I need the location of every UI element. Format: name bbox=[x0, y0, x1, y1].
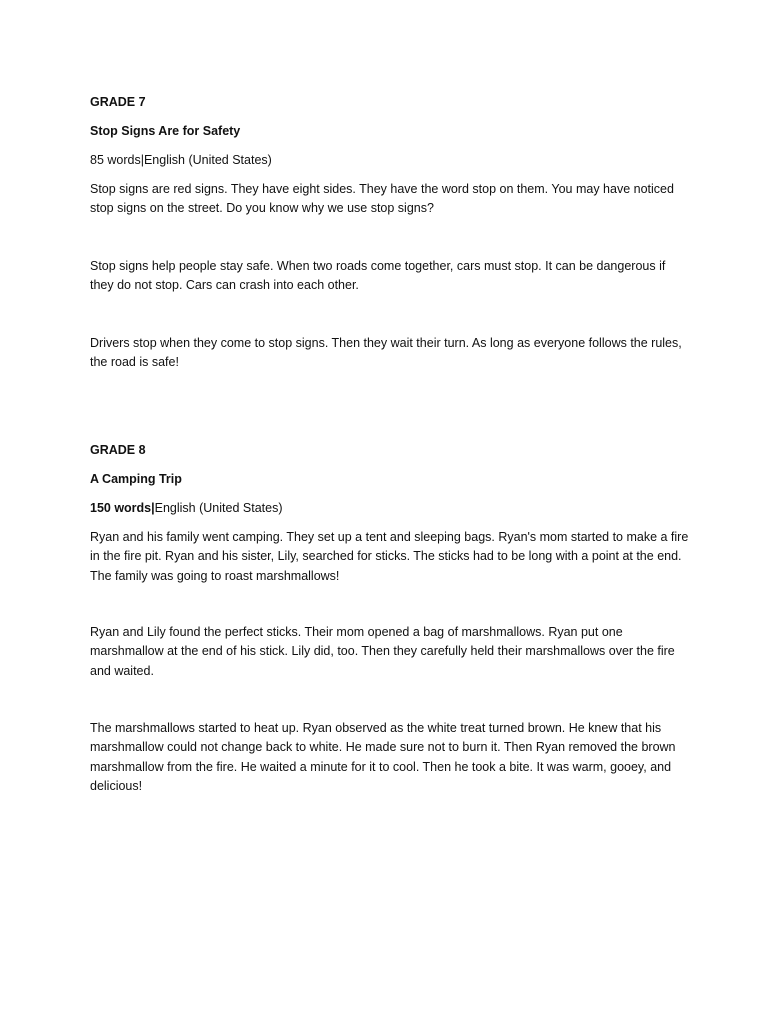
grade-7-heading: GRADE 7 bbox=[90, 95, 146, 109]
grade-7-paragraph-2: Stop signs help people stay safe. When two roads come together, cars must stop. It can be dangerous if they do not stop. Cars can crash into each other. bbox=[90, 259, 666, 293]
grade-8-word-count: 150 words bbox=[90, 501, 152, 515]
grade-7-meta: 85 words|English (United States) bbox=[90, 153, 272, 167]
grade-7-title: Stop Signs Are for Safety bbox=[90, 124, 241, 138]
grade-8-paragraph-1: Ryan and his family went camping. They set up a tent and sleeping bags. Ryan's mom started to make a fire in the fire pit. Ryan and his sister, Lily, searched for sticks. The sticks had to be long with a point at the end. The family was going to roast marshmallows! bbox=[90, 530, 689, 583]
grade-8-heading: GRADE 8 bbox=[90, 443, 146, 457]
grade-8-language: English (United States) bbox=[154, 501, 283, 515]
grade-8-meta bbox=[90, 499, 282, 518]
grade-8-paragraph-3: The marshmallows started to heat up. Ryan observed as the white treat turned brown. He knew that his marshmallow could not change back to white. He made sure not to burn it. Then Ryan removed the brown marshmallow from the fire. He waited a minute for it to cool. Then he took a bite. It was warm, gooey, and delicious! bbox=[90, 721, 676, 793]
grade-7-paragraph-1: Stop signs are red signs. They have eight sides. They have the word stop on them. You may have noticed stop signs on the street. Do you know why we use stop signs? bbox=[90, 182, 674, 216]
grade-7-paragraph-3: Drivers stop when they come to stop signs. Then they wait their turn. As long as everyone follows the rules, the road is safe! bbox=[90, 336, 682, 370]
grade-8-title: A Camping Trip bbox=[90, 472, 182, 486]
grade-8-paragraph-2: Ryan and Lily found the perfect sticks. Their mom opened a bag of marshmallows. Ryan put one marshmallow at the end of his stick. Lily did, too. Then they carefully held their marshmallows over the fire and waited. bbox=[90, 625, 675, 678]
grade-8-meta-separator: | bbox=[151, 501, 155, 515]
